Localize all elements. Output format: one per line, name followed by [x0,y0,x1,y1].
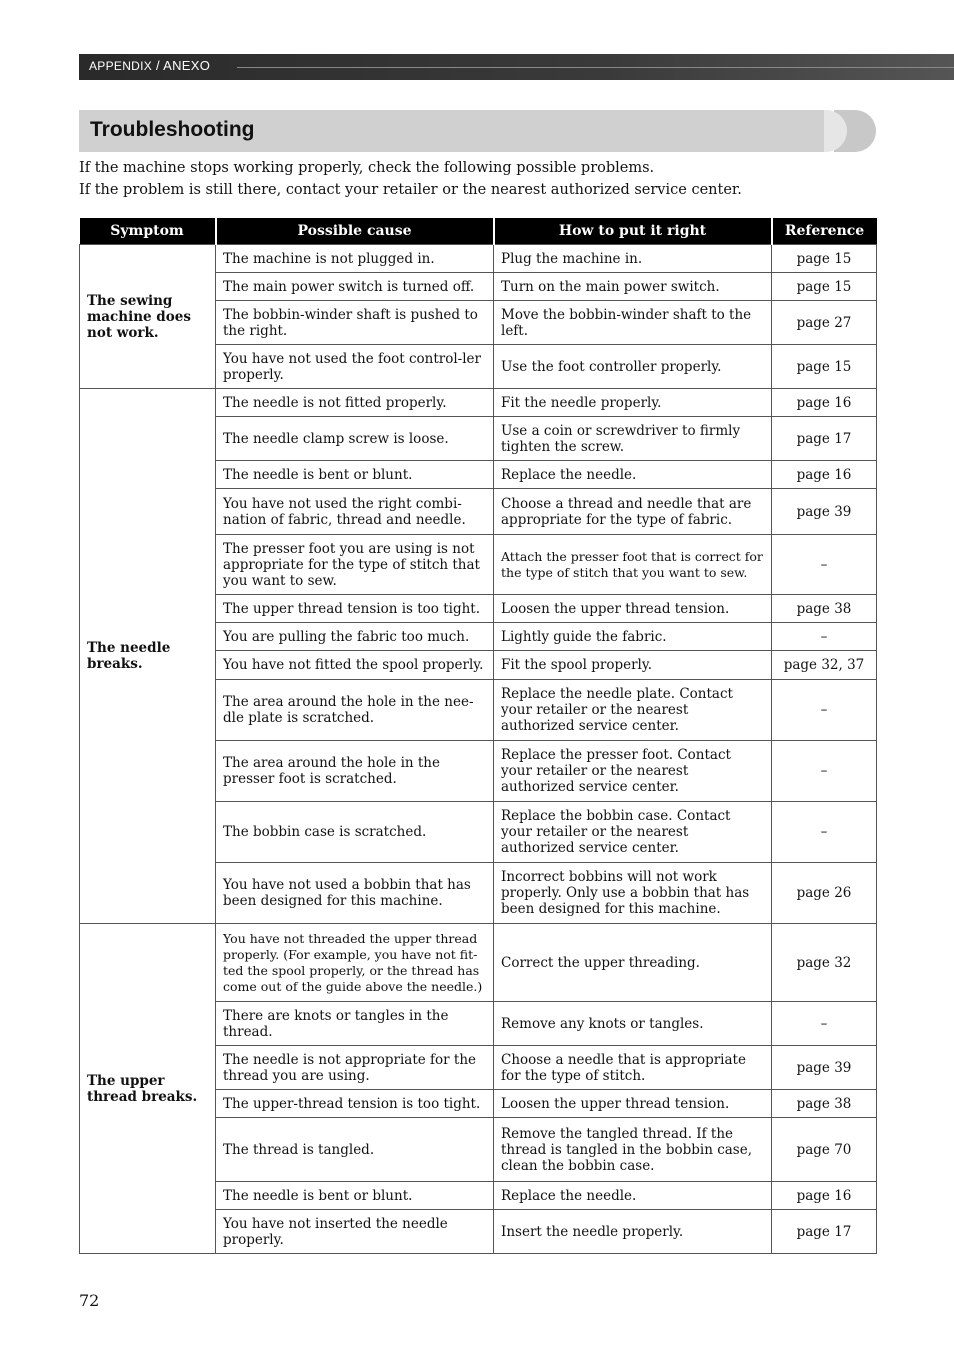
table-row [80,245,877,273]
cause-cell: You have not inserted the needle properly. [216,1210,494,1254]
page-number: 72 [79,1291,100,1310]
section-label-alt: ANEXO [163,58,211,73]
table-header-row [80,218,877,245]
fix-cell: Replace the presser foot. Contact your retailer or the nearest authorized service center. [494,741,772,802]
fix-cell: Choose a thread and needle that are appropriate for the type of fabric. [494,489,772,535]
header-reference: Reference [772,218,877,245]
reference-cell: – [772,680,877,741]
reference-cell: page 16 [772,1182,877,1210]
section-separator: / [152,58,164,73]
cause-cell: The needle clamp screw is loose. [216,417,494,461]
reference-cell: page 16 [772,389,877,417]
cause-cell: The thread is tangled. [216,1118,494,1182]
cause-cell: There are knots or tangles in the thread. [216,1002,494,1046]
cause-cell: You have not used a bobbin that has been designed for this machine. [216,863,494,924]
cause-cell: The needle is bent or blunt. [216,461,494,489]
table-row [80,924,877,1002]
fix-cell: Incorrect bobbins will not work properly. Only use a bobbin that has been designed for this machine. [494,863,772,924]
fix-cell: Replace the needle. [494,1182,772,1210]
fix-cell: Replace the needle. [494,461,772,489]
reference-cell: page 32, 37 [772,651,877,680]
section-header-label [89,58,210,73]
reference-cell: page 38 [772,1090,877,1118]
reference-cell: page 38 [772,595,877,623]
cause-cell: The area around the hole in the presser foot is scratched. [216,741,494,802]
cause-cell: You have not used the right combi-nation of fabric, thread and needle. [216,489,494,535]
fix-cell: Replace the bobbin case. Contact your retailer or the nearest authorized service center. [494,802,772,863]
cause-cell: The main power switch is turned off. [216,273,494,301]
cause-cell: The machine is not plugged in. [216,245,494,273]
cause-cell: The needle is not appropriate for the thread you are using. [216,1046,494,1090]
reference-cell: page 15 [772,273,877,301]
symptom-cell: The sewing machine does not work. [80,245,216,389]
fix-cell: Plug the machine in. [494,245,772,273]
intro-line: If the problem is still there, contact your retailer or the nearest authorized service center. [79,182,742,198]
table-body [80,245,877,1254]
symptom-cell: The upper thread breaks. [80,924,216,1254]
cause-cell: The needle is not fitted properly. [216,389,494,417]
cause-cell: The upper-thread tension is too tight. [216,1090,494,1118]
reference-cell: page 16 [772,461,877,489]
cause-cell: You have not used the foot control-ler properly. [216,345,494,389]
reference-cell: – [772,535,877,595]
reference-cell: – [772,802,877,863]
reference-cell: page 15 [772,345,877,389]
fix-cell: Turn on the main power switch. [494,273,772,301]
header-symptom: Symptom [80,218,216,245]
reference-cell: page 39 [772,489,877,535]
reference-cell: page 70 [772,1118,877,1182]
cause-cell: The presser foot you are using is not appropriate for the type of stitch that you want to sew. [216,535,494,595]
cause-cell: The upper thread tension is too tight. [216,595,494,623]
cause-cell: You have not threaded the upper thread properly. (For example, you have not fit-ted the spool properly, or the thread has come out of the guide above the needle.) [216,924,494,1002]
fix-cell: Move the bobbin-winder shaft to the left. [494,301,772,345]
fix-cell: Loosen the upper thread tension. [494,1090,772,1118]
section-header-bar [79,54,954,80]
fix-cell: Use a coin or screwdriver to firmly tighten the screw. [494,417,772,461]
fix-cell: Correct the upper threading. [494,924,772,1002]
cause-cell: You have not fitted the spool properly. [216,651,494,680]
reference-cell: – [772,1002,877,1046]
fix-cell: Fit the needle properly. [494,389,772,417]
fix-cell: Attach the presser foot that is correct for the type of stitch that you want to sew. [494,535,772,595]
fix-cell: Loosen the upper thread tension. [494,595,772,623]
reference-cell: page 15 [772,245,877,273]
troubleshooting-table [79,218,877,1254]
reference-cell: page 17 [772,1210,877,1254]
reference-cell: – [772,741,877,802]
intro-line: If the machine stops working properly, check the following possible problems. [79,160,655,176]
table-row [80,389,877,417]
fix-cell: Use the foot controller properly. [494,345,772,389]
fix-cell: Remove the tangled thread. If the thread is tangled in the bobbin case, clean the bobbin case. [494,1118,772,1182]
reference-cell: – [772,623,877,651]
intro-text [79,157,742,201]
symptom-cell: The needle breaks. [80,389,216,924]
fix-cell: Lightly guide the fabric. [494,623,772,651]
reference-cell: page 39 [772,1046,877,1090]
reference-cell: page 32 [772,924,877,1002]
fix-cell: Replace the needle plate. Contact your retailer or the nearest authorized service center. [494,680,772,741]
section-label: APPENDIX [89,59,153,73]
reference-cell: page 26 [772,863,877,924]
cause-cell: The bobbin case is scratched. [216,802,494,863]
reference-cell: page 17 [772,417,877,461]
fix-cell: Insert the needle properly. [494,1210,772,1254]
page-title: Troubleshooting [90,118,255,141]
header-rule [237,67,954,68]
cause-cell: The bobbin-winder shaft is pushed to the right. [216,301,494,345]
header-fix: How to put it right [494,218,772,245]
cause-cell: You are pulling the fabric too much. [216,623,494,651]
fix-cell: Choose a needle that is appropriate for the type of stitch. [494,1046,772,1090]
cause-cell: The area around the hole in the nee-dle plate is scratched. [216,680,494,741]
fix-cell: Remove any knots or tangles. [494,1002,772,1046]
cause-cell: The needle is bent or blunt. [216,1182,494,1210]
header-cause: Possible cause [216,218,494,245]
reference-cell: page 27 [772,301,877,345]
fix-cell: Fit the spool properly. [494,651,772,680]
